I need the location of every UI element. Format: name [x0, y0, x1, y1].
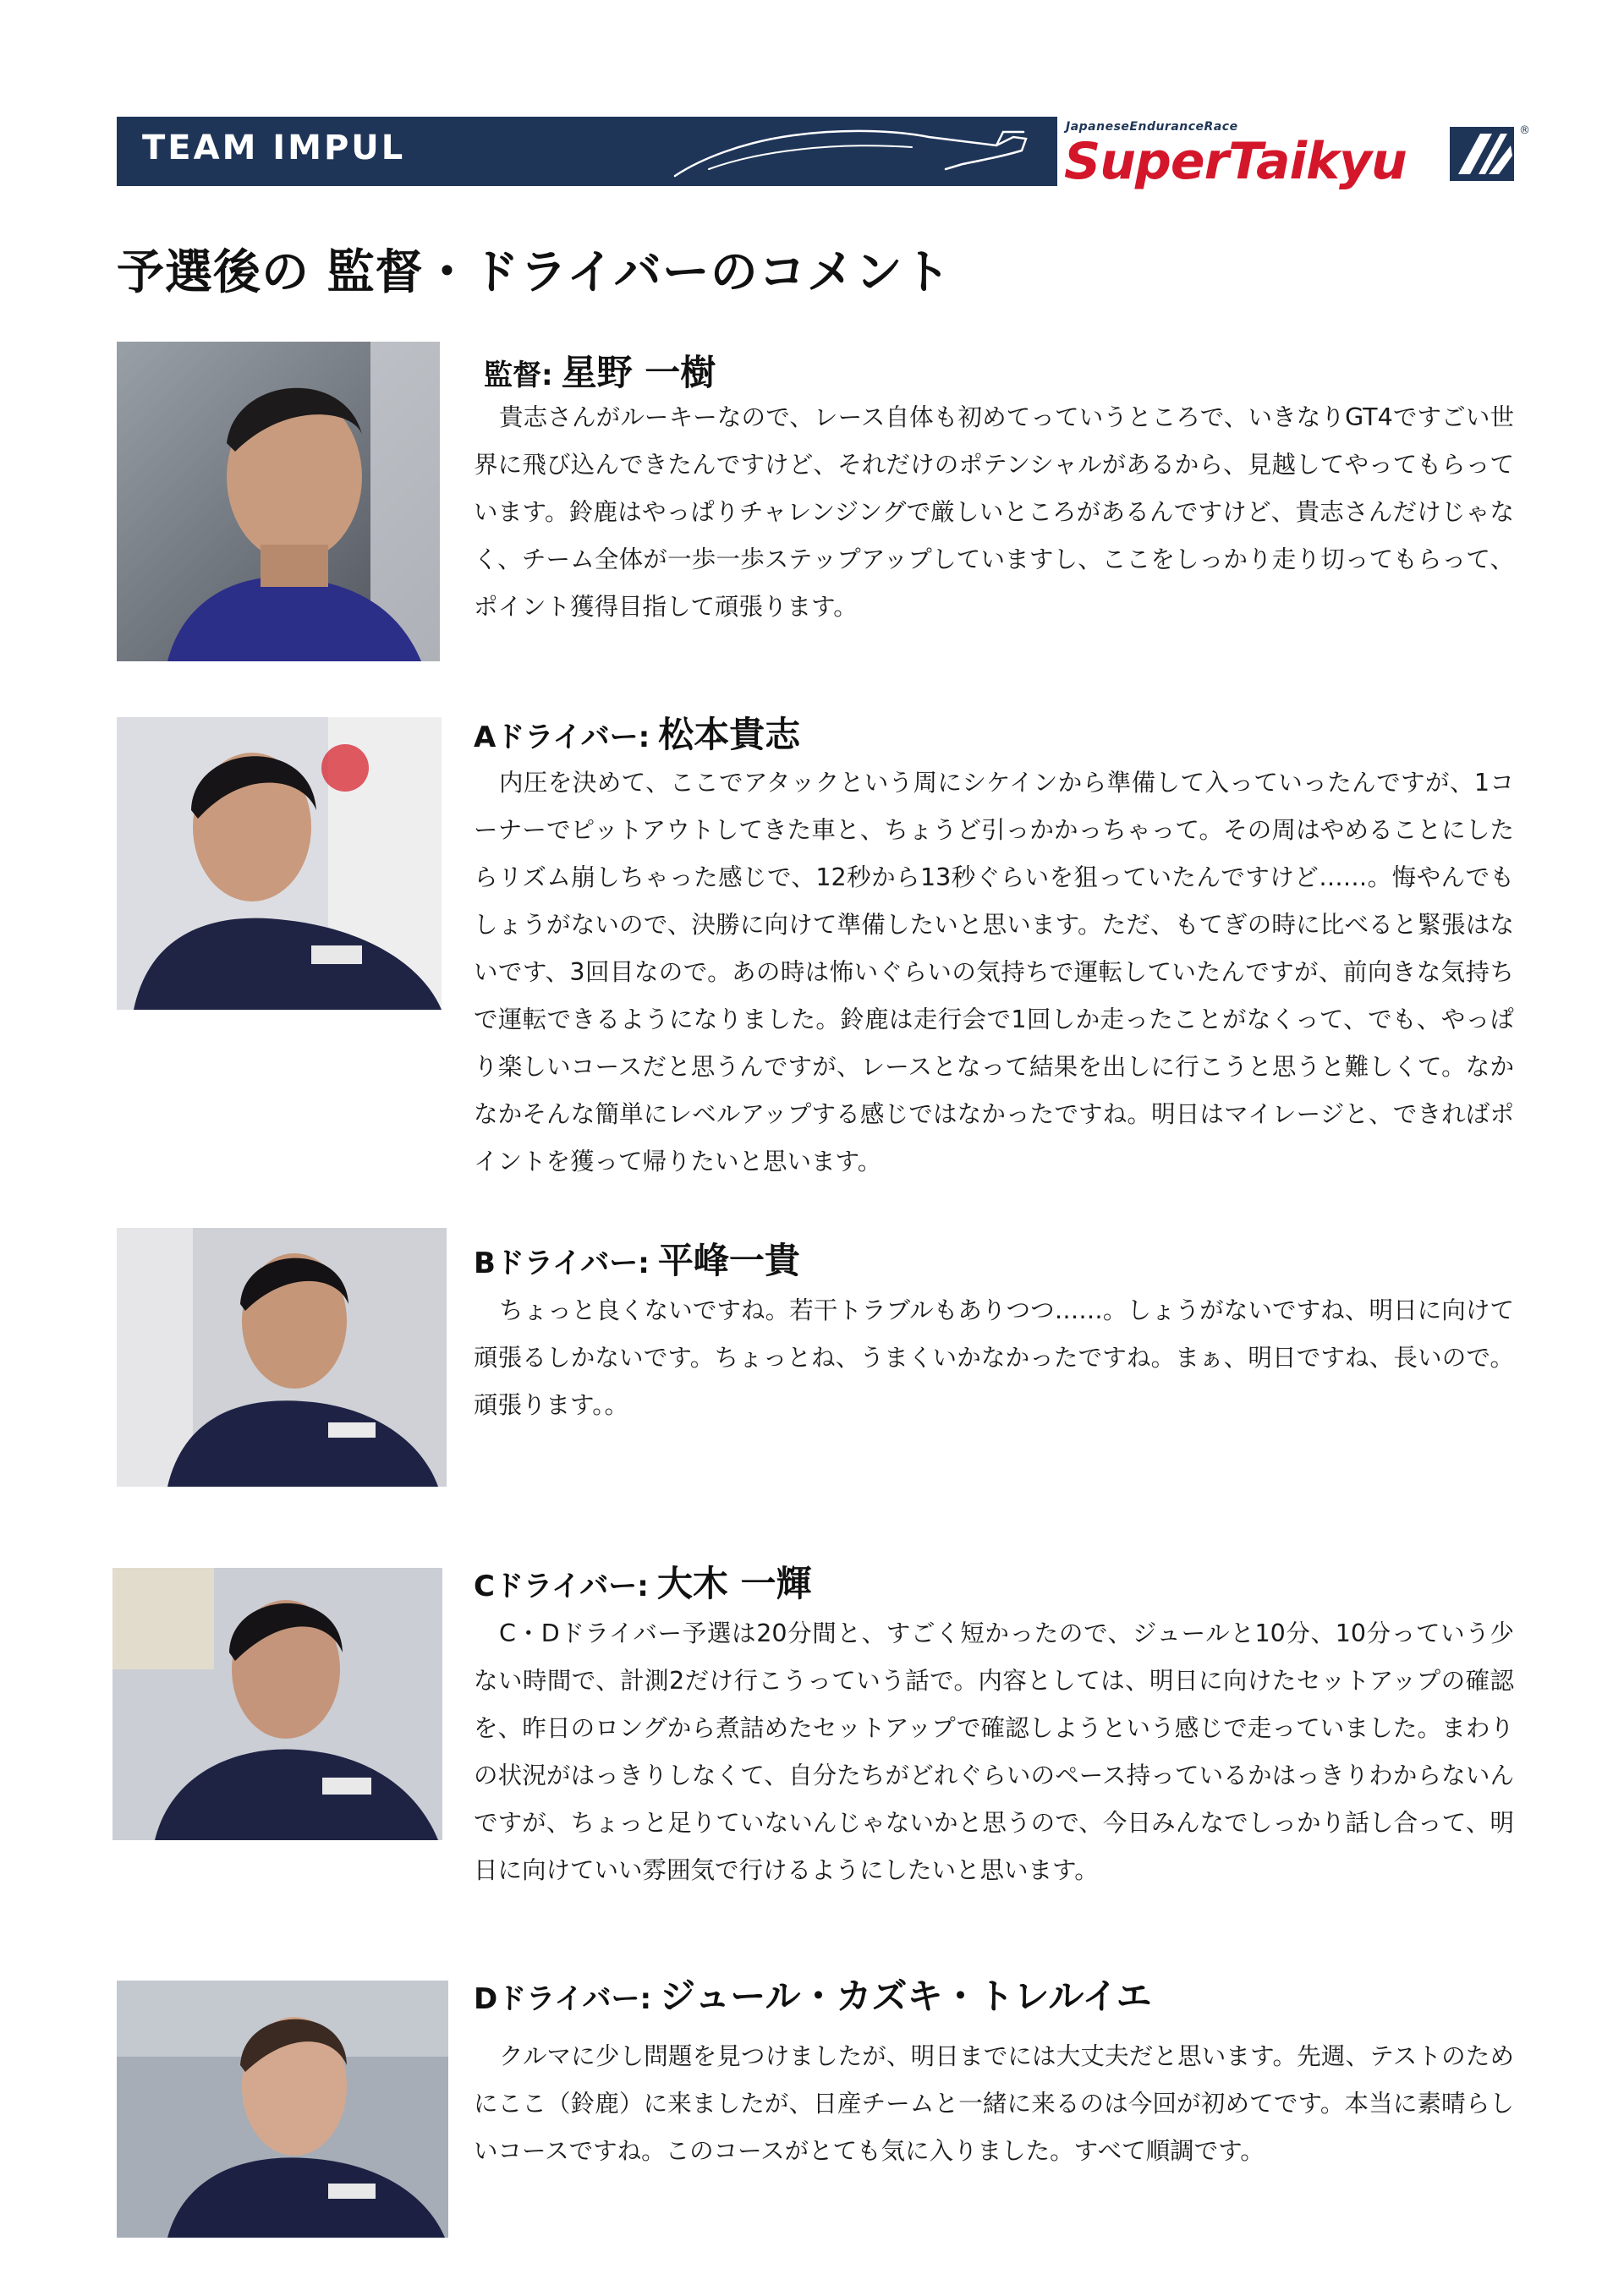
team-name: TEAM IMPUL [142, 129, 406, 167]
driver-b-name: 平峰一貴 [657, 1240, 800, 1281]
driver-d-photo [117, 1981, 448, 2238]
page-title: 予選後の 監督・ドライバーのコメント [117, 245, 952, 300]
director-comment: 貴志さんがルーキーなので、レース自体も初めてっていうところで、いきなりGT4ですごい世界に飛び込んできたんですけど、それだけのポテンシャルがあるから、見越してやってもらっています。鈴鹿はやっぱりチャレンジングで厳しいところがあるんですけど、貴志さんだけじゃなく、チーム全体が一歩一歩ステップアップしていますし、ここをしっかり走り切ってもらって、ポイント獲得目指して頑張ります。 [474, 403, 1514, 621]
driver-a-heading [474, 707, 800, 758]
driver-b-photo [117, 1228, 447, 1487]
header-bar [117, 117, 1057, 186]
super-taikyu-logo [1064, 108, 1528, 193]
driver-b-comment: ちょっと良くないですね。若干トラブルもありつつ……。しょうがないですね、明日に向けて頑張るしかないです。ちょっとね、うまくいかなかったですね。まぁ、明日ですね、長いので。頑張ります。。 [474, 1296, 1514, 1419]
director-role: 監督: [484, 359, 553, 392]
logo-emblem-icon [1446, 122, 1528, 186]
driver-d-comment: クルマに少し問題を見つけましたが、明日までには大丈夫だと思います。先週、テストのためにここ（鈴鹿）に来ましたが、日産チームと一緒に来るのは今回が初めてです。本当に素晴らしいコースですね。このコースがとても気に入りました。すべて順調です。 [474, 2042, 1514, 2165]
director-heading [484, 345, 716, 396]
driver-c-name: 大木 一輝 [656, 1563, 812, 1604]
registered-mark: ® [1519, 124, 1530, 137]
driver-c-role: Cドライバー: [474, 1570, 649, 1603]
logo-wordmark [1064, 132, 1407, 191]
driver-a-role: Aドライバー: [474, 721, 650, 754]
logo-taikyu: Taikyu [1228, 132, 1407, 191]
driver-a-name: 松本貴志 [658, 714, 801, 755]
director-name: 星野 一樹 [561, 352, 716, 393]
director-photo [117, 342, 440, 661]
driver-b-role: Bドライバー: [474, 1247, 650, 1280]
driver-c-heading [474, 1556, 811, 1607]
logo-super: Super [1064, 132, 1229, 191]
driver-d-heading [474, 1969, 1152, 2019]
driver-b-heading [474, 1233, 800, 1284]
driver-c-comment: C・Dドライバー予選は20分間と、すごく短かったので、ジュールと10分、10分っていう少ない時間で、計測2だけ行こうっていう話で。内容としては、明日に向けたセットアップの確認を、昨日のロングから煮詰めたセットアップで確認しようという感じで走っていました。まわりの状況がはっきりしなくて、自分たちがどれぐらいのペース持っているかはっきりわからないんですが、ちょっと足りていないんじゃないかと思うので、今日みんなでしっかり話し合って、明日に向けていい雰囲気で行けるようにしたいと思います。 [474, 1619, 1514, 1884]
driver-a-photo [117, 717, 442, 1010]
driver-d-name: ジュール・カズキ・トレルイエ [660, 1975, 1152, 2017]
driver-c-photo [112, 1568, 442, 1840]
driver-a-comment: 内圧を決めて、ここでアタックという周にシケインから準備して入っていったんですが、1コーナーでピットアウトしてきた車と、ちょうど引っかかっちゃって。その周はやめることにしたらリズム崩しちゃった感じで、12秒から13秒ぐらいを狙っていたんですけど……。悔やんでもしょうがないので、決勝に向けて準備したいと思います。ただ、もてぎの時に比べると緊張はないです、3回目なので。あの時は怖いぐらいの気持ちで運転していたんですが、前向きな気持ちで運転できるようになりました。鈴鹿は走行会で1回しか走ったことがなくって、でも、やっぱり楽しいコースだと思うんですが、レースとなって結果を出しに行こうと思うと難しくて。なかなかそんな簡単にレベルアップする感じではなかったですね。明日はマイレージと、できればポイントを獲って帰りたいと思います。 [474, 769, 1514, 1175]
driver-d-role: Dドライバー: [474, 1982, 652, 2016]
logo-subtitle: JapaneseEnduranceRace [1066, 120, 1238, 134]
